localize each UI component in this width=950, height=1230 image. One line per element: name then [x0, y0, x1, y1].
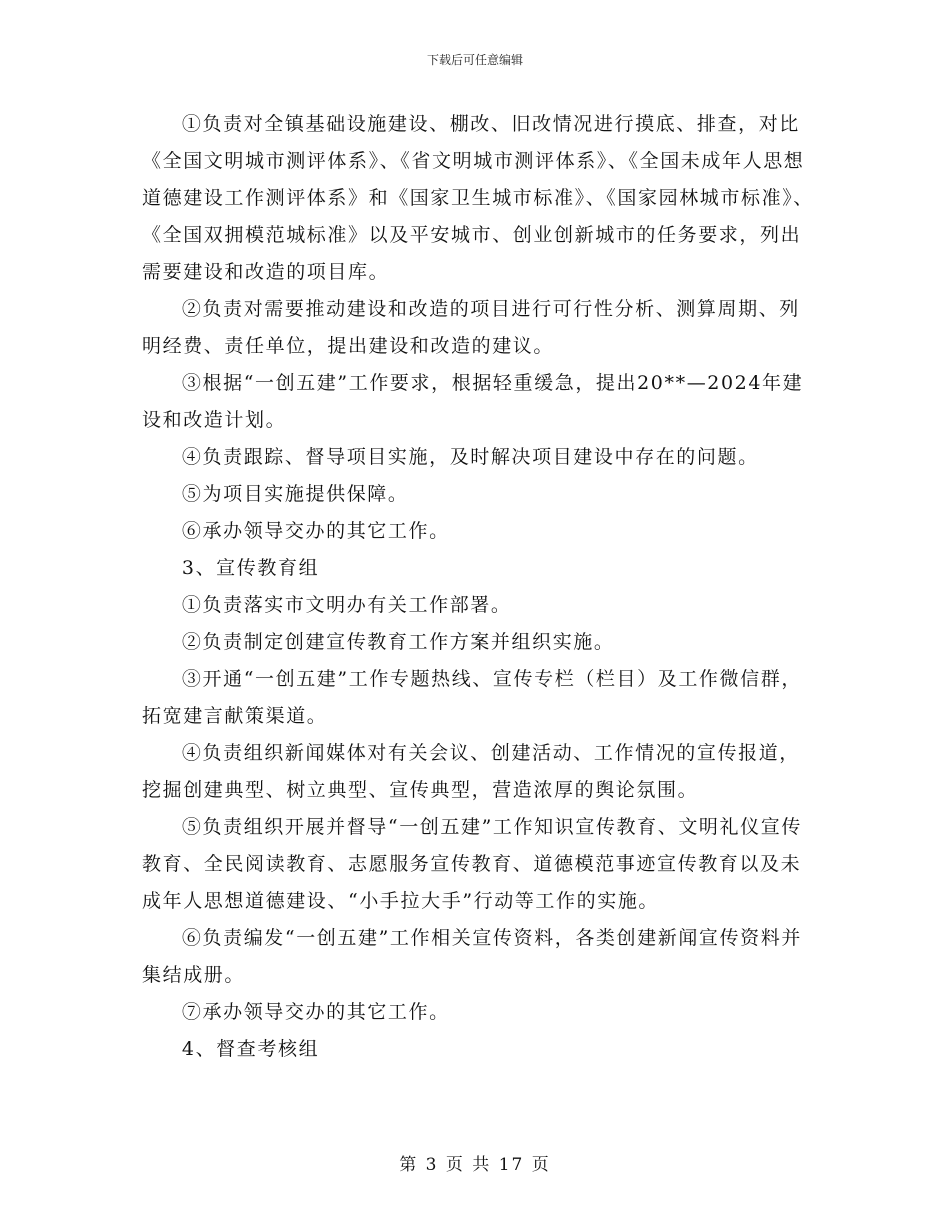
paragraph: ②负责对需要推动建设和改造的项目进行可行性分析、测算周期、列明经费、责任单位，提出建设和改造的建议。	[142, 298, 800, 357]
paragraph: ⑥负责编发“一创五建”工作相关宣传资料，各类创建新闻宣传资料并集结成册。	[142, 927, 802, 986]
paragraph: ④负责跟踪、督导项目实施，及时解决项目建设中存在的问题。	[181, 446, 759, 468]
section-heading: 3、宣传教育组	[181, 557, 320, 579]
document-body	[142, 106, 818, 1068]
paragraph: ③开通“一创五建”工作专题热线、宣传专栏（栏目）及工作微信群，拓宽建言献策渠道。	[142, 668, 802, 727]
paragraph: ①负责对全镇基础设施建设、棚改、旧改情况进行摸底、排查，对比《全国文明城市测评体系》、《省文明城市测评体系》、《全国未成年人思想道德建设工作测评体系》和《国家卫生城市标准》、《国家园林城市标准》、《全国双拥模范城标准》以及平安城市、创业创新城市的任务要求，列出需要建设和改造的项目库。	[142, 113, 814, 283]
paragraph: ②负责制定创建宣传教育工作方案并组织实施。	[181, 631, 615, 653]
paragraph: ⑦承办领导交办的其它工作。	[181, 1001, 450, 1023]
page-header: 下载后可任意编辑	[426, 53, 523, 67]
paragraph: ③根据“一创五建”工作要求，根据轻重缓急，提出20**—2024年建设和改造计划。	[142, 372, 804, 431]
section-heading: 4、督查考核组	[181, 1038, 320, 1060]
paragraph: ⑤负责组织开展并督导“一创五建”工作知识宣传教育、文明礼仪宣传教育、全民阅读教育、志愿服务宣传教育、道德模范事迹宣传教育以及未成年人思想道德建设、“小手拉大手”行动等工作的实施。	[142, 816, 802, 912]
paragraph: ④负责组织新闻媒体对有关会议、创建活动、工作情况的宣传报道，挖掘创建典型、树立典型、宣传典型，营造浓厚的舆论氛围。	[142, 742, 800, 801]
paragraph: ⑥承办领导交办的其它工作。	[181, 520, 450, 542]
paragraph: ①负责落实市文明办有关工作部署。	[181, 594, 512, 616]
paragraph: ⑤为项目实施提供保障。	[181, 483, 409, 505]
page-footer: 第 3 页 共 17 页	[399, 1155, 551, 1175]
